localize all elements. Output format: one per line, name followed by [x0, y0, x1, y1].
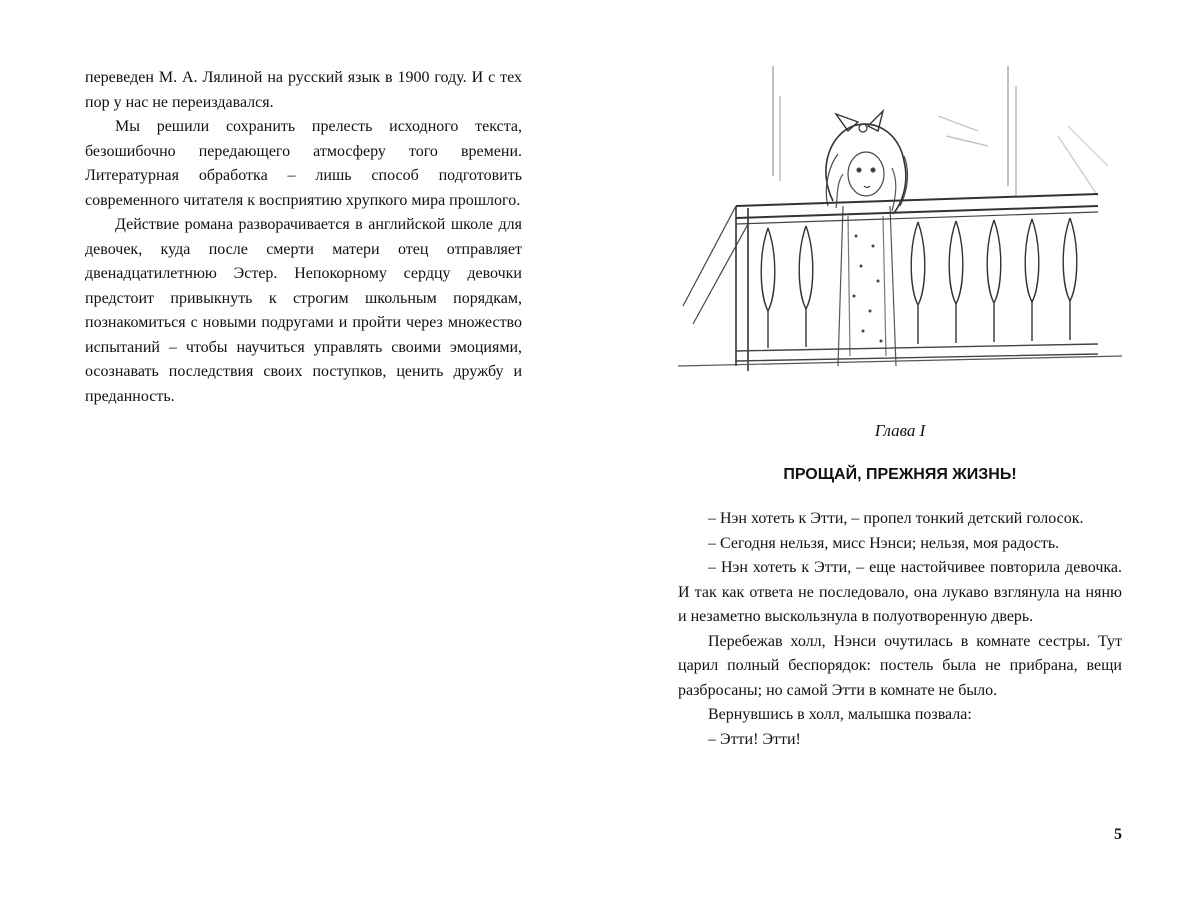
right-paragraph-2: – Сегодня нельзя, мисс Нэнси; нельзя, моя радость. [708, 534, 1060, 552]
right-paragraph-5: Вернувшись в холл, малышка позвала: [708, 706, 972, 723]
right-paragraph-6: – Этти! Этти! [708, 730, 801, 748]
right-page [600, 0, 1200, 900]
left-text-column [85, 66, 522, 409]
left-paragraph-3: Действие романа разворачивается в английской школе для девочек, куда после смерти матери отец отправляет двенадцатилетнюю Эстер. Непокорному сердцу девочки предстоит привыкнуть к строгим школьным порядкам, познакомиться с новыми подругами и пройти через множество испытаний – чтобы научиться управлять своими эмоциями, осознавать последствия своих поступков, ценить дружбу и преданность. [85, 216, 522, 405]
right-paragraph-3: – Нэн хотеть к Этти, – еще настойчивее повторила девочка. И так как ответа не последовало, она лукаво взглянула на няню и незаметно выскользнула в полуотворенную дверь. [678, 559, 1122, 625]
left-paragraph-1: переведен М. А. Лялиной на русский язык в 1900 году. И с тех пор у нас не переиздавался. [85, 69, 522, 111]
right-paragraph-4: Перебежав холл, Нэнси очутилась в комнате сестры. Тут царил полный беспорядок: постель была не прибрана, вещи разбросаны; но самой Этти в комнате не было. [678, 632, 1122, 699]
chapter-title: ПРОЩАЙ, ПРЕЖНЯЯ ЖИЗНЬ! [783, 466, 1017, 483]
chapter-label: Глава I [874, 421, 926, 440]
right-text-column [678, 507, 1122, 752]
right-paragraph-1: – Нэн хотеть к Этти, – пропел тонкий детский голосок. [708, 510, 1084, 527]
girl-at-balustrade-illustration [678, 56, 1122, 386]
left-paragraph-2: Мы решили сохранить прелесть исходного текста, безошибочно передающего атмосферу того времени. Литературная обработка – лишь способ подготовить современного читателя к восприятию хрупкого мира прошлого. [85, 118, 522, 209]
page-number: 5 [1114, 826, 1122, 843]
